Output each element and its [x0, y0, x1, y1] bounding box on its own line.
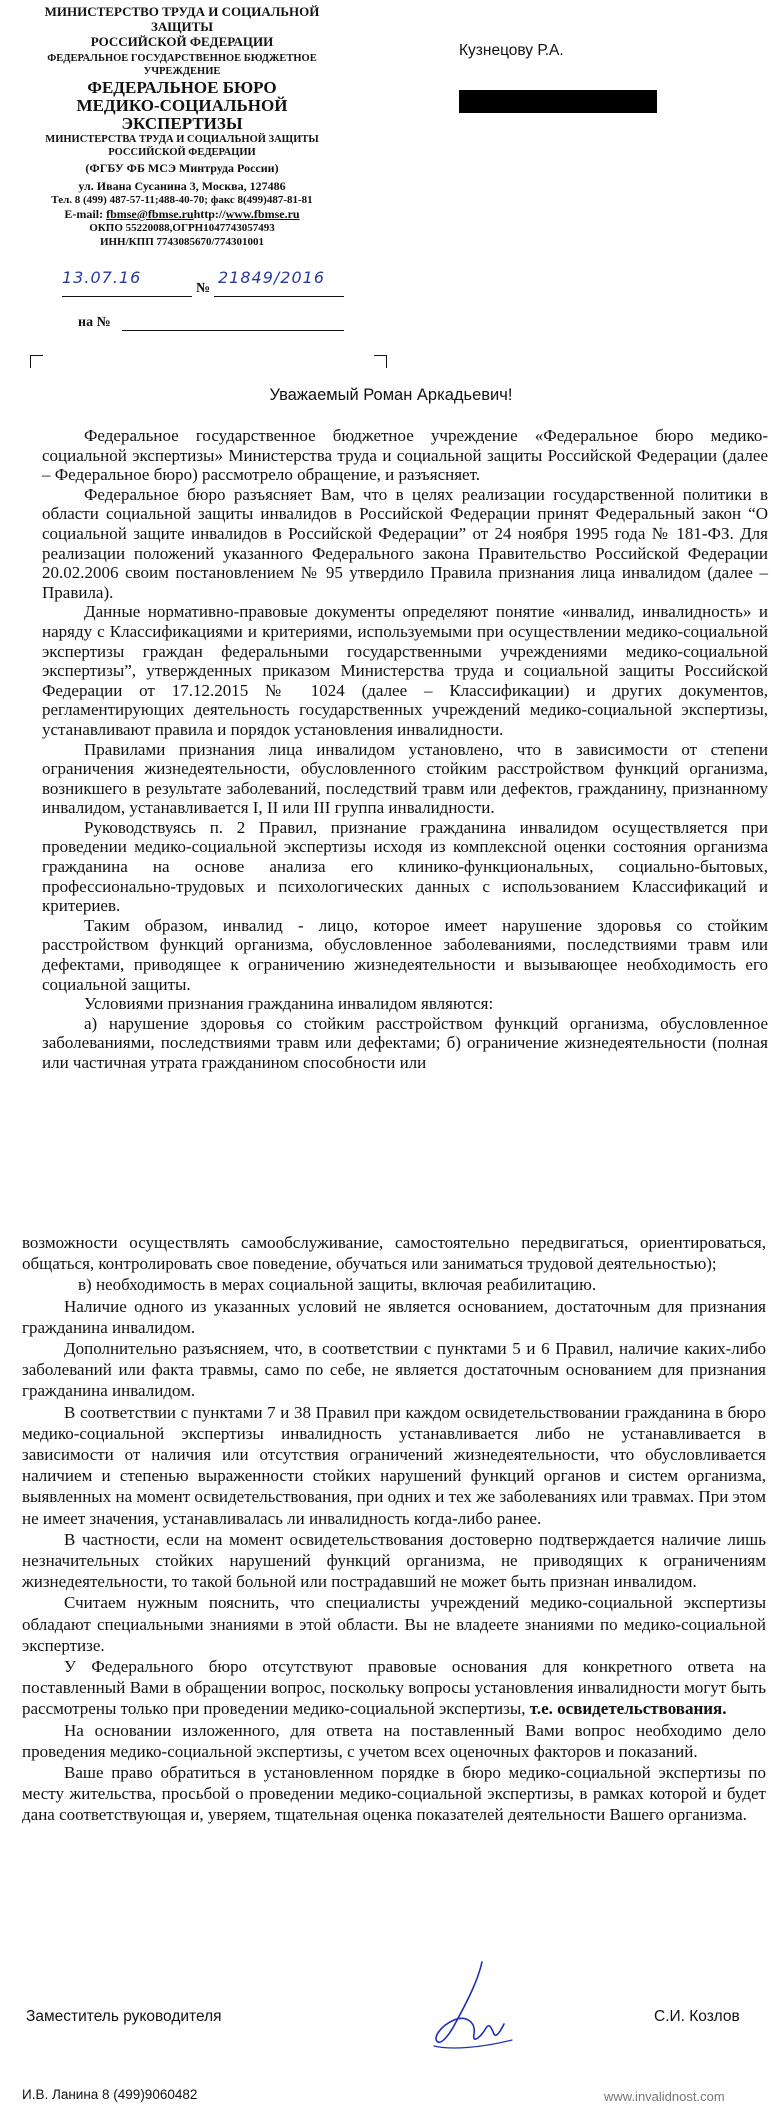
reference-on-underline	[122, 330, 344, 331]
paragraph-regulations: Данные нормативно-правовые документы определяют понятие «инвалид, инвалидность» и наряду с Классификациями и критериями, используемыми при осуществлении медико-социальной экспертизы граждан федеральными государственными учреждениями медико-социальной экспертизы”, утвержденных приказом Министерства труда и социальной защиты Российской Федерации от 17.12.2015 № 1024 (далее – Классификации) и других документов, регламентирующих деятельность государственных учреждений медико-социальной экспертизы, устанавливают правила и порядок установления инвалидности.	[42, 602, 768, 739]
watermark: www.invalidnost.com	[604, 2089, 725, 2104]
paragraph-conditions-title: Условиями признания гражданина инвалидом являются:	[84, 994, 494, 1014]
email-label: E-mail:	[64, 207, 107, 221]
website-link[interactable]: www.fbmse.ru	[225, 207, 300, 221]
paragraph-intro: Федеральное государственное бюджетное учреждение «Федеральное бюро медико-социальной экспертизы» Министерства труда и социальной защиты Российской Федерации (далее – Федеральное бюро) рассмотрело обращение, и разъясняет.	[42, 426, 768, 485]
reference-date-underline	[62, 296, 192, 297]
corner-bracket-right	[374, 355, 387, 368]
reference-on-label: на №	[78, 315, 111, 330]
letterhead	[22, 4, 342, 249]
email-link[interactable]: fbmse@fbmse.ru	[106, 207, 194, 221]
letterhead-okpo: ОКПО 55220088,ОГРН1047743057493	[89, 222, 275, 234]
paragraph-particular: В частности, если на момент освидетельствования достоверно подтверждается наличие лишь незначительных стойких нарушений функций организма, не приводящих к ограничениям жизнедеятельности, то такой больной или пострадавший не может быть признан инвалидом.	[22, 1529, 766, 1592]
letterhead-abbreviation: (ФГБУ ФБ МСЭ Минтруда России)	[85, 161, 279, 175]
letterhead-phone: Тел. 8 (499) 487-57-11;488-40-70; факс 8(499)487-81-81	[51, 194, 313, 206]
signer-name: С.И. Козлов	[654, 2008, 740, 2025]
addressee: Кузнецову Р.А.	[459, 42, 564, 59]
letterhead-ministry-small: МИНИСТЕРСТВА ТРУДА И СОЦИАЛЬНОЙ ЗАЩИТЫ РОССИЙСКОЙ ФЕДЕРАЦИИ	[45, 134, 319, 158]
letterhead-bureau-name: ФЕДЕРАЛЬНОЕ БЮРО МЕДИКО-СОЦИАЛЬНОЙ ЭКСПЕРТИЗЫ	[76, 78, 288, 133]
executor-contact: И.В. Ланина 8 (499)9060482	[22, 2087, 198, 2102]
paragraph-rules-5-6: Дополнительно разъясняем, что, в соответствии с пунктами 5 и 6 Правил, наличие каких-либо заболеваний или факта травмы, само по себе, не является достаточным основанием для признания гражданина инвалидом.	[22, 1339, 766, 1401]
redacted-block	[459, 90, 657, 113]
letter-body-part2	[22, 1232, 766, 1826]
paragraph-no-grounds: У Федерального бюро отсутствуют правовые основания для конкретного ответа на поставленный Вами в обращении вопрос, поскольку вопросы установления инвалидности могут быть рассмотрены только при проведении медико-социальной экспертизы, т.е. освидетельствования.	[22, 1657, 766, 1719]
paragraph-condition-a: а) нарушение здоровья со стойким расстройством функций организма, обусловленное заболеваниями, последствиями травм или дефектами; б) ограничение жизнедеятельности (полная или частичная утрата гражданином способности или	[42, 1013, 768, 1072]
paragraph-one-condition: Наличие одного из указанных условий не является основанием, достаточным для признания гражданина инвалидом.	[22, 1296, 766, 1337]
paragraph-groups: Правилами признания лица инвалидом установлено, что в зависимости от степени ограничения жизнедеятельности, обусловленного стойким расстройством функций организма, возникшего в результате заболеваний, последствий травм или дефектов, гражданину, признанному инвалидом, устанавливается I, II или III группа инвалидности.	[42, 739, 768, 818]
corner-bracket-left	[30, 355, 43, 368]
paragraph-continuation: возможности осуществлять самообслуживание, самостоятельно передвигаться, ориентироваться, общаться, контролировать свое поведение, обучаться или заниматься трудовой деятельностью);	[22, 1233, 766, 1274]
reference-number: 21849/2016	[218, 268, 326, 287]
paragraph-rules-7-38: В соответствии с пунктами 7 и 38 Правил при каждом освидетельствовании гражданина в бюро медико-социальной экспертизы инвалидность устанавливается либо не устанавливается в зависимости от наличия или отсутствия ограничений жизнедеятельности, что обусловливается наличием и степенью выраженности стойких нарушений функций органов и систем организма, выявленных на момент освидетельствования, при одних и тех же заболеваниях или травмах. При этом не имеет значения, устанавливалась ли инвалидность когда-либо ранее.	[22, 1402, 766, 1528]
paragraph-conclusion: На основании изложенного, для ответа на поставленный Вами вопрос необходимо дело проведения медико-социальной экспертизы, с учетом всех оценочных факторов и показаний.	[22, 1720, 766, 1761]
paragraph-definition: Таким образом, инвалид - лицо, которое имеет нарушение здоровья со стойким расстройством функций организма, обусловленное заболеваниями, последствиями травм или дефектами, приводящее к ограничению жизнедеятельности и вызывающее необходимость его социальной защиты.	[42, 915, 768, 994]
paragraph-rule2: Руководствуясь п. 2 Правил, признание гражданина инвалидом осуществляется при проведении медико-социальной экспертизы исходя из комплексной оценки состояния организма гражданина на основе анализа его клинико-функциональных, социально-бытовых, профессионально-трудовых и психологических данных с использованием Классификаций и критериев.	[42, 817, 768, 916]
paragraph-condition-c: в) необходимость в мерах социальной защиты, включая реабилитацию.	[78, 1275, 597, 1295]
letterhead-ministry: МИНИСТЕРСТВО ТРУДА И СОЦИАЛЬНОЙ ЗАЩИТЫ РОССИЙСКОЙ ФЕДЕРАЦИИ	[44, 4, 320, 49]
reference-number-underline	[214, 296, 344, 297]
paragraph-law: Федеральное бюро разъясняет Вам, что в целях реализации государственной политики в области социальной защиты инвалидов в Российской Федерации принят Федеральный закон “О социальной защите инвалидов в Российской Федерации” от 24 ноября 1995 года № 181-ФЗ. Для реализации положений указанного Федерального закона Правительство Российской Федерации 20.02.2006 своим постановлением № 95 утвердило Правила признания лица инвалидом (далее – Правила).	[42, 484, 768, 602]
reference-date: 13.07.16	[62, 268, 142, 287]
letterhead-address: ул. Ивана Сусанина 3, Москва, 127486	[78, 179, 286, 193]
letter-body-part1	[42, 426, 768, 1073]
signer-title: Заместитель руководителя	[26, 2008, 222, 2025]
paragraph-right: Ваше право обратиться в установленном порядке в бюро медико-социальной экспертизы по месту жительства, просьбой о проведении медико-социальной экспертизы, в рамках которой и будет дана соответствующая и, уверяем, тщательная оценка показателей деятельности Вашего организма.	[22, 1763, 766, 1825]
http-label: http://	[193, 207, 226, 221]
handwritten-signature	[420, 1960, 530, 2060]
bold-examination: т.е. освидетельствования.	[529, 1699, 727, 1719]
greeting: Уважаемый Роман Аркадьевич!	[269, 386, 513, 404]
paragraph-specialists: Считаем нужным пояснить, что специалисты учреждений медико-социальной экспертизы обладают специальными знаниями в этой области. Вы не владеете знаниями по медико-социальной экспертизе.	[22, 1593, 766, 1655]
letterhead-inn: ИНН/КПП 7743085670/774301001	[99, 236, 265, 248]
reference-number-label: №	[196, 281, 211, 296]
letterhead-email-line	[22, 207, 342, 221]
letterhead-institution-type: ФЕДЕРАЛЬНОЕ ГОСУДАРСТВЕННОЕ БЮДЖЕТНОЕ УЧРЕЖДЕНИЕ	[47, 53, 317, 77]
